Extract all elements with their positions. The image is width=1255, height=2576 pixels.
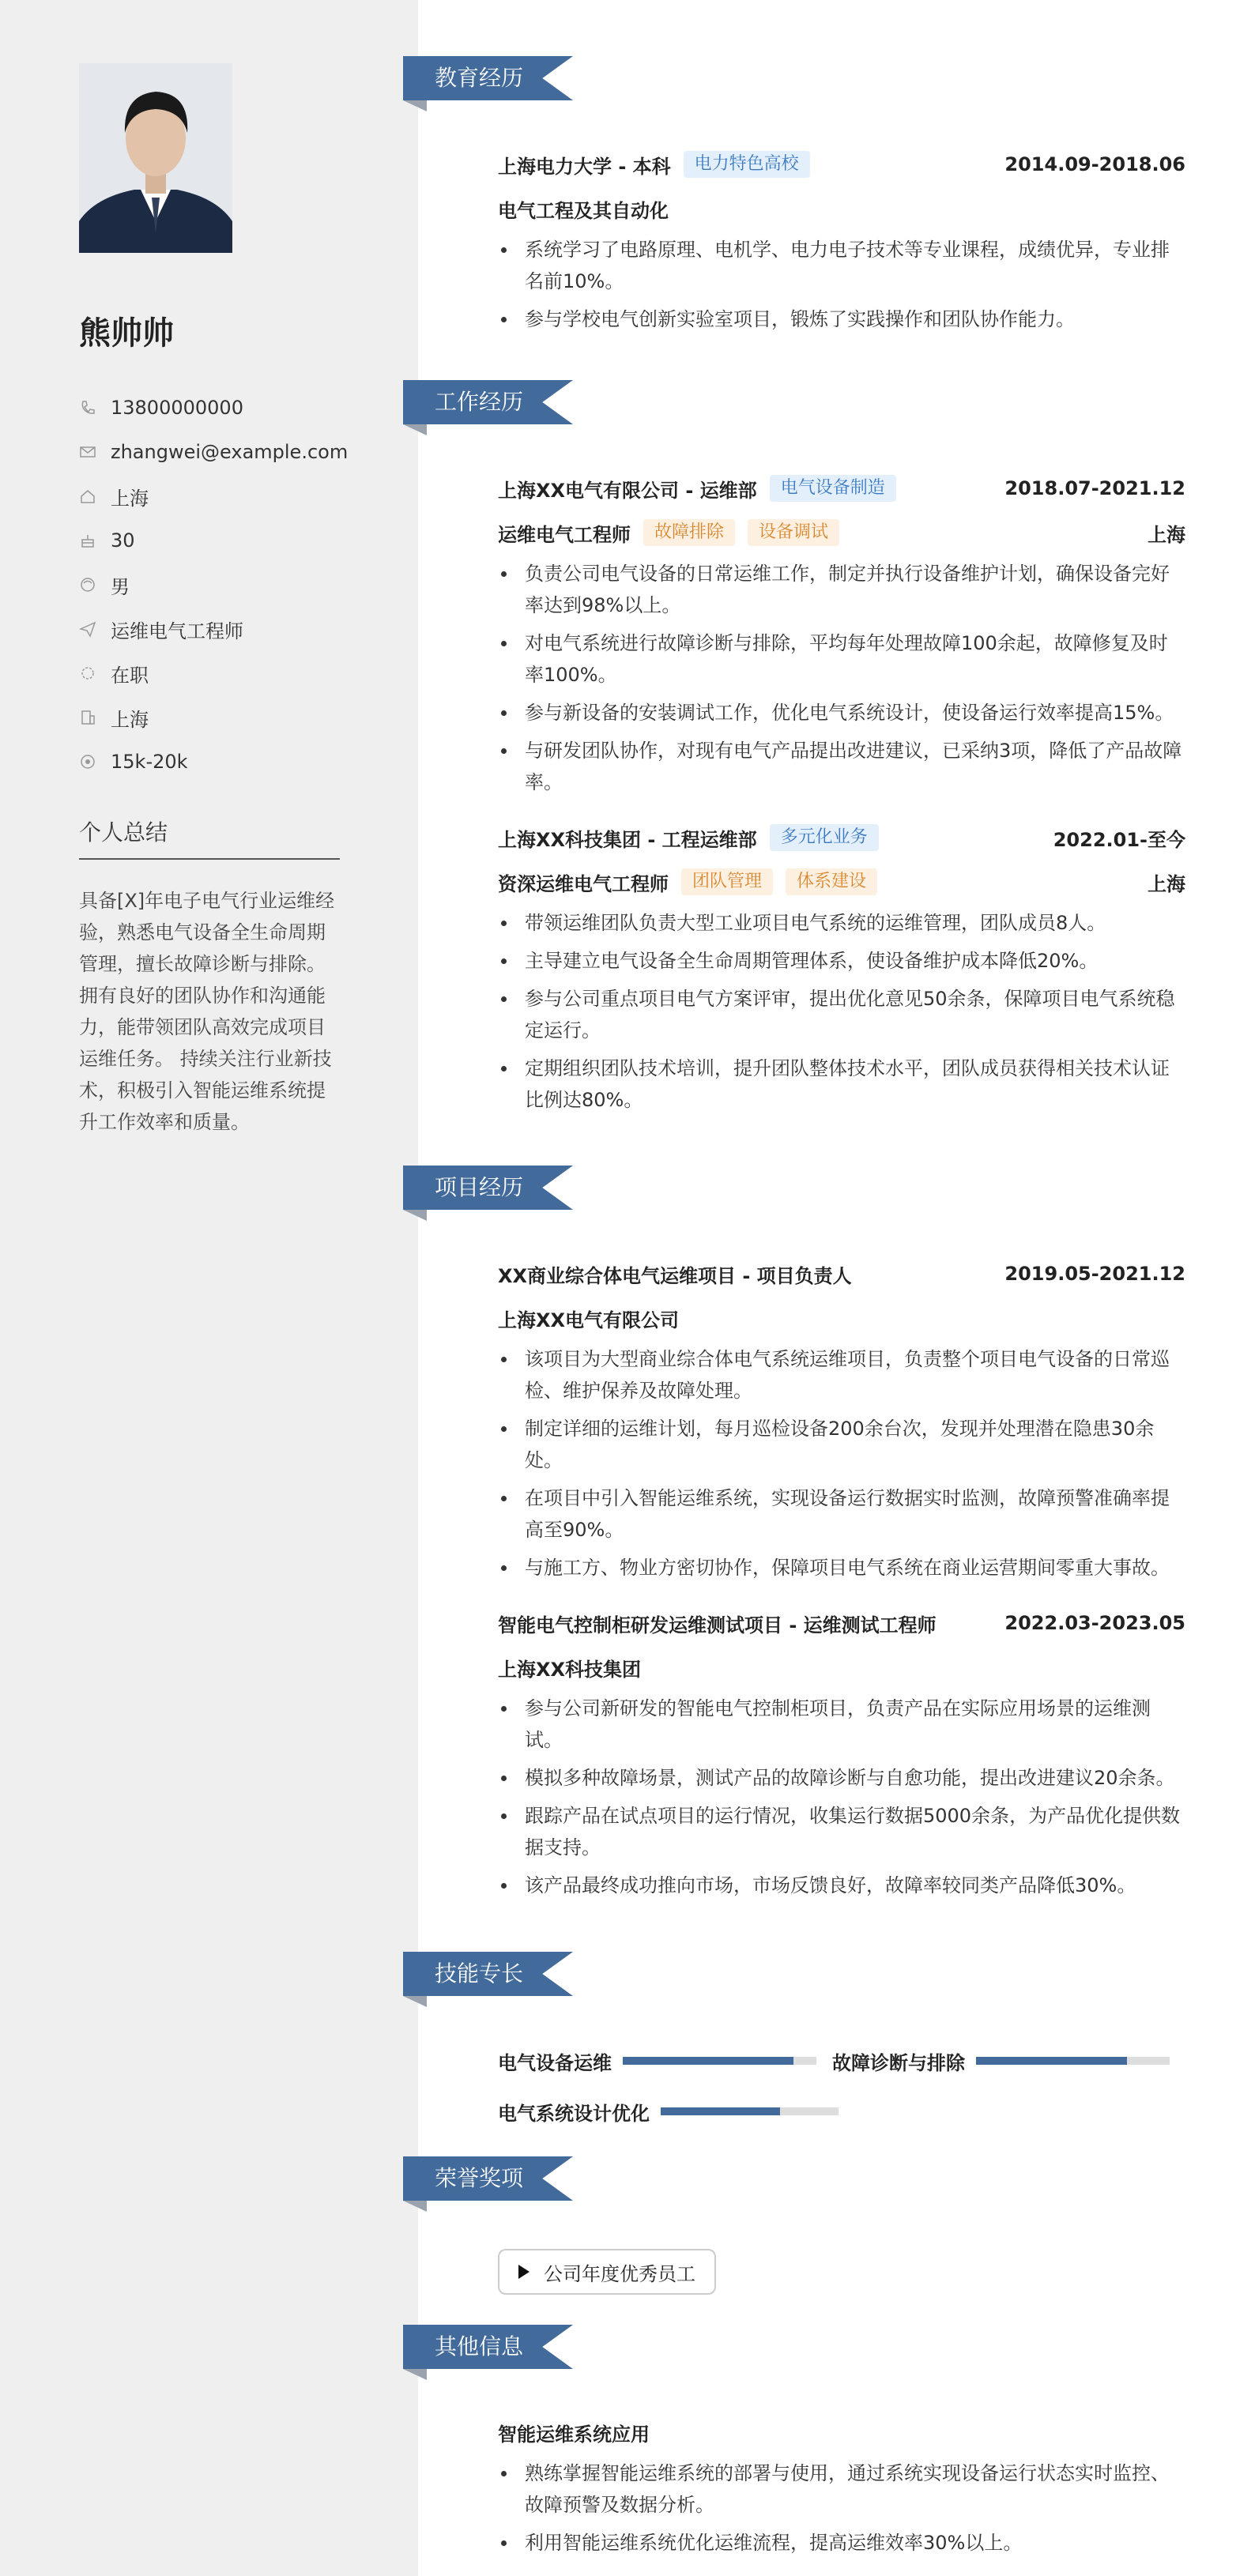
list-item: 参与公司新研发的智能电气控制柜项目，负责产品在实际应用场景的运维测试。 [498, 1693, 1185, 1756]
contact-item [79, 695, 348, 740]
contact-text: 在职 [111, 664, 149, 687]
job-location: 上海 [1148, 872, 1185, 895]
skill-tag: 体系建设 [786, 868, 877, 895]
company-name: 上海XX电气有限公司 - 运维部 [498, 479, 757, 502]
profile-name: 熊帅帅 [79, 315, 174, 352]
skills-section [403, 1952, 1255, 2125]
skill-tag: 团队管理 [681, 868, 773, 895]
school-name: 上海电力大学 - 本科 [498, 155, 671, 178]
awards-section [403, 2156, 1255, 2285]
major: 电气工程及其自动化 [498, 199, 669, 222]
home-icon [79, 488, 96, 505]
list-item: 跟踪产品在试点项目的运行情况，收集运行数据5000余条，为产品优化提供数据支持。 [498, 1800, 1185, 1863]
contact-info-list [79, 386, 348, 784]
skill-label: 故障诊断与排除 [832, 2051, 965, 2074]
contact-item [79, 563, 348, 607]
skill-item [498, 2047, 816, 2075]
project-date: 2022.03-2023.05 [1004, 1612, 1185, 1634]
section-title: 技能专长 [435, 1960, 524, 1987]
job-date: 2022.01-至今 [1053, 828, 1185, 851]
job-location: 上海 [1148, 523, 1185, 546]
skill-bar-fill [623, 2057, 793, 2065]
company-tag: 多元化业务 [770, 824, 879, 851]
skill-label: 电气设备运维 [498, 2051, 612, 2074]
award-item [498, 2249, 716, 2295]
list-item: 制定详细的运维计划，每月巡检设备200余台次，发现并处理潜在隐患30余处。 [498, 1413, 1185, 1476]
section-header [403, 56, 1255, 100]
project-title: XX商业综合体电气运维项目 - 项目负责人 [498, 1264, 852, 1287]
contact-text: 运维电气工程师 [111, 620, 243, 642]
project-title: 智能电气控制柜研发运维测试项目 - 运维测试工程师 [498, 1614, 937, 1636]
list-item: 带领运维团队负责大型工业项目电气系统的运维管理，团队成员8人。 [498, 907, 1185, 939]
job-position: 资深运维电气工程师 [498, 872, 669, 895]
list-item: 定期组织团队技术培训，提升团队整体技术水平，团队成员获得相关技术认证比例达80%。 [498, 1053, 1185, 1116]
job-date: 2018.07-2021.12 [1004, 477, 1185, 499]
list-item: 与研发团队协作，对现有电气产品提出改进建议，已采纳3项，降低了产品故障率。 [498, 735, 1185, 798]
section-header [403, 2325, 1255, 2369]
list-item: 该项目为大型商业综合体电气系统运维项目，负责整个项目电气设备的日常巡检、维护保养及故障处理。 [498, 1343, 1185, 1407]
summary-title: 个人总结 [79, 819, 168, 845]
phone-icon [79, 399, 96, 416]
company-tag: 电气设备制造 [770, 475, 896, 502]
email-icon [79, 443, 96, 461]
contact-text: zhangwei@example.com [111, 441, 349, 463]
contact-item [79, 607, 348, 651]
project-date: 2019.05-2021.12 [1004, 1263, 1185, 1285]
contact-item [79, 430, 348, 474]
other-title: 智能运维系统应用 [498, 2423, 650, 2446]
list-item: 利用智能运维系统优化运维流程，提高运维效率30%以上。 [498, 2527, 1185, 2559]
cake-icon [79, 532, 96, 549]
skill-tag: 设备调试 [748, 519, 839, 546]
list-item: 熟练掌握智能运维系统的部署与使用，通过系统实现设备运行状态实时监控、故障预警及数据分析。 [498, 2457, 1185, 2521]
job-position: 运维电气工程师 [498, 523, 631, 546]
skill-bar-fill [976, 2057, 1127, 2065]
contact-text: 男 [111, 575, 130, 598]
skill-label: 电气系统设计优化 [498, 2102, 650, 2125]
education-section [403, 56, 1255, 330]
education-bullets [498, 234, 1185, 335]
job-bullets [498, 558, 1185, 798]
section-header [403, 380, 1255, 424]
contact-item [79, 386, 348, 430]
project-bullets [498, 1693, 1185, 1901]
avatar [79, 63, 232, 253]
list-item: 对电气系统进行故障诊断与排除，平均每年处理故障100余起，故障修复及时率100%。 [498, 627, 1185, 691]
main-content [403, 0, 1255, 2576]
skill-bar-fill [661, 2107, 780, 2115]
section-title: 工作经历 [435, 389, 524, 415]
contact-text: 13800000000 [111, 397, 243, 419]
list-item: 参与学校电气创新实验室项目，锻炼了实践操作和团队协作能力。 [498, 303, 1185, 335]
contact-text: 上海 [111, 708, 149, 731]
skill-bar [976, 2057, 1170, 2065]
gender-icon [79, 576, 96, 593]
contact-text: 15k-20k [111, 751, 188, 773]
contact-item [79, 651, 348, 695]
list-item: 系统学习了电路原理、电机学、电力电子技术等专业课程，成绩优异，专业排名前10%。 [498, 234, 1185, 297]
contact-item [79, 518, 348, 563]
contact-text: 30 [111, 529, 135, 552]
list-item: 负责公司电气设备的日常运维工作，制定并执行设备维护计划，确保设备完好率达到98%以上。 [498, 558, 1185, 621]
section-header [403, 2156, 1255, 2201]
projects-section [403, 1166, 1255, 1896]
summary-divider [79, 858, 340, 860]
contact-item [79, 474, 348, 518]
list-item: 主导建立电气设备全生命周期管理体系，使设备维护成本降低20%。 [498, 945, 1185, 977]
section-header [403, 1952, 1255, 1996]
list-item: 参与新设备的安装调试工作，优化电气系统设计，使设备运行效率提高15%。 [498, 697, 1185, 729]
skill-tag: 故障排除 [643, 519, 735, 546]
skill-item [498, 2098, 839, 2126]
award-label: 公司年度优秀员工 [544, 2262, 695, 2285]
project-bullets [498, 1343, 1185, 1584]
list-item: 模拟多种故障场景，测试产品的故障诊断与自愈功能，提出改进建议20余条。 [498, 1762, 1185, 1794]
send-icon [79, 620, 96, 638]
list-item: 参与公司重点项目电气方案评审，提出优化意见50余条，保障项目电气系统稳定运行。 [498, 983, 1185, 1046]
building-icon [79, 709, 96, 726]
salary-icon [79, 753, 96, 770]
list-item: 与施工方、物业方密切协作，保障项目电气系统在商业运营期间零重大事故。 [498, 1552, 1185, 1584]
other-info-section [403, 2325, 1255, 2554]
status-icon [79, 665, 96, 682]
project-org: 上海XX科技集团 [498, 1658, 642, 1681]
section-header [403, 1166, 1255, 1210]
section-title: 项目经历 [435, 1174, 524, 1200]
project-org: 上海XX电气有限公司 [498, 1309, 680, 1331]
contact-item [79, 740, 348, 784]
sidebar [0, 0, 418, 2576]
skill-bar [623, 2057, 816, 2065]
section-title: 荣誉奖项 [435, 2165, 524, 2191]
section-title: 教育经历 [435, 65, 524, 91]
list-item: 该产品最终成功推向市场，市场反馈良好，故障率较同类产品降低30%。 [498, 1870, 1185, 1901]
education-date: 2014.09-2018.06 [1004, 153, 1185, 175]
skill-bar [661, 2107, 839, 2115]
list-item: 在项目中引入智能运维系统，实现设备运行数据实时监测，故障预警准确率提高至90%。 [498, 1482, 1185, 1546]
work-section [403, 380, 1255, 1111]
other-bullets [498, 2457, 1185, 2559]
school-tag: 电力特色高校 [684, 151, 810, 178]
job-bullets [498, 907, 1185, 1116]
play-icon [518, 2265, 530, 2279]
summary-text: 具备[X]年电子电气行业运维经验，熟悉电气设备全生命周期管理，擅长故障诊断与排除。拥有良好的团队协作和沟通能力，能带领团队高效完成项目运维任务。 持续关注行业新技术，积极引入智能运维系统提升工作效率和质量。 [79, 890, 335, 1133]
section-title: 其他信息 [435, 2333, 524, 2359]
contact-text: 上海 [111, 487, 149, 510]
company-name: 上海XX科技集团 - 工程运维部 [498, 828, 757, 851]
skill-item [832, 2047, 1170, 2075]
